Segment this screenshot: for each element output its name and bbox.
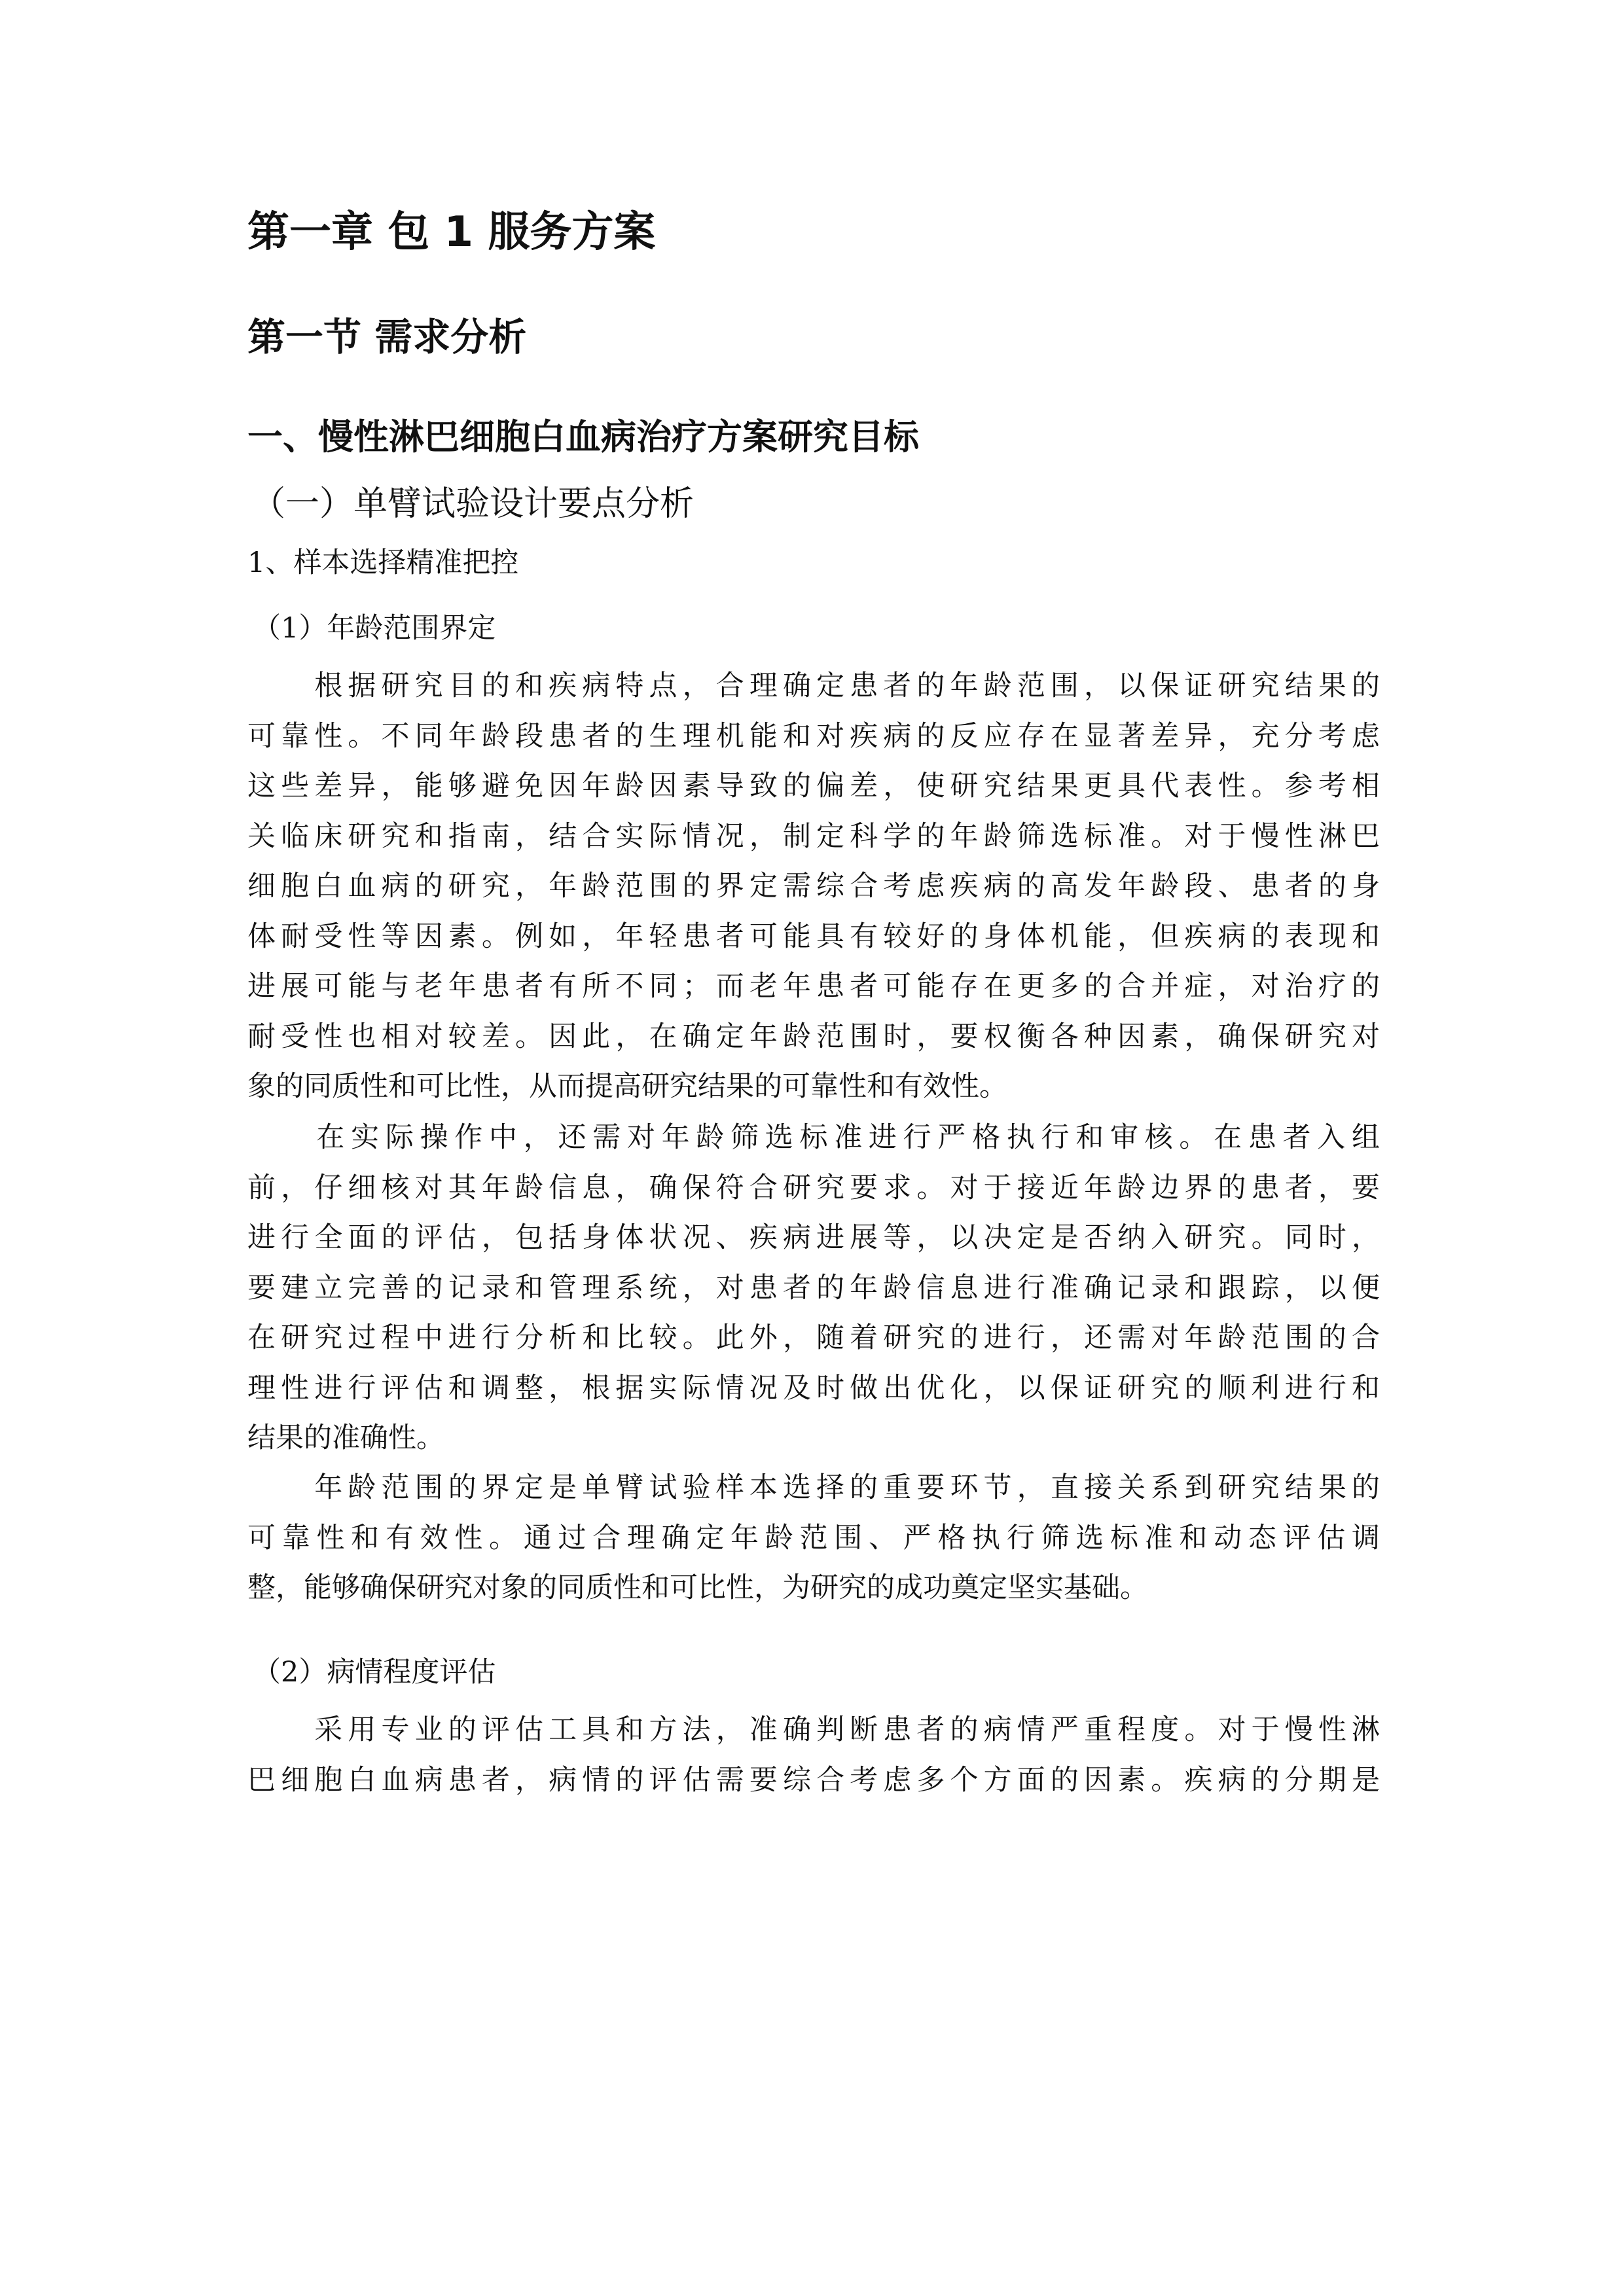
paragraph-line: 这些差异，能够避免因年龄因素导致的偏差，使研究结果更具代表性。参考相 [247, 770, 1380, 802]
paragraph-line: 进行全面的评估，包括身体状况、疾病进展等，以决定是否纳入研究。同时， [247, 1221, 1380, 1254]
paragraph-line: 关临床研究和指南，结合实际情况，制定科学的年龄筛选标准。对于慢性淋巴 [247, 819, 1380, 853]
paragraph-line: 体耐受性等因素。例如，年轻患者可能具有较好的身体机能，但疾病的表现和 [247, 920, 1380, 953]
paragraph-line: 在研究过程中进行分析和比较。此外，随着研究的进行，还需对年龄范围的合 [247, 1321, 1380, 1354]
paragraph-line: 象的同质性和可比性，从而提高研究结果的可靠性和有效性。 [247, 1070, 1007, 1103]
paragraph-line: 耐受性也相对较差。因此，在确定年龄范围时，要权衡各种因素，确保研究对 [247, 1020, 1380, 1053]
paragraph-age-range-2 [247, 1113, 1380, 1463]
subsection-title: 一、慢性淋巴细胞白血病治疗方案研究目标 [247, 416, 919, 457]
paragraph-line: 要建立完善的记录和管理系统，对患者的年龄信息进行准确记录和跟踪，以便 [247, 1271, 1380, 1304]
paragraph-line: 理性进行评估和调整，根据实际情况及时做出优化，以保证研究的顺利进行和 [247, 1371, 1380, 1405]
paragraph-line: 结果的准确性。 [247, 1422, 444, 1454]
paragraph-line: 细胞白血病的研究，年龄范围的界定需综合考虑疾病的高发年龄段、患者的身 [247, 870, 1380, 903]
paragraph-disease-severity [247, 1705, 1380, 1805]
paragraph-line: 根据研究目的和疾病特点，合理确定患者的年龄范围，以保证研究结果的 [247, 670, 1380, 702]
paragraph-line: 采用专业的评估工具和方法，准确判断患者的病情严重程度。对于慢性淋 [247, 1713, 1380, 1746]
chapter-title: 第一章 包 1 服务方案 [247, 208, 656, 257]
paragraph-age-range-1 [247, 661, 1380, 1112]
paragraph-line: 可靠性。不同年龄段患者的生理机能和对疾病的反应存在显著差异，充分考虑 [247, 719, 1380, 753]
item-title: 1、样本选择精准把控 [247, 547, 519, 579]
paragraph-line: 可靠性和有效性。通过合理确定年龄范围、严格执行筛选标准和动态评估调 [247, 1521, 1380, 1554]
paragraph-line: 整，能够确保研究对象的同质性和可比性，为研究的成功奠定坚实基础。 [247, 1571, 1148, 1604]
paragraph-age-range-3 [247, 1463, 1380, 1613]
part-title: （一）单臂试验设计要点分析 [251, 484, 695, 524]
section-title: 第一节 需求分析 [247, 315, 527, 359]
paragraph-line: 在实际操作中，还需对年龄筛选标准进行严格执行和审核。在患者入组 [247, 1121, 1380, 1154]
paragraph-line: 前，仔细核对其年龄信息，确保符合研究要求。对于接近年龄边界的患者，要 [247, 1171, 1380, 1204]
paragraph-line: 进展可能与老年患者有所不同；而老年患者可能存在更多的合并症，对治疗的 [247, 970, 1380, 1003]
paragraph-line: 巴细胞白血病患者，病情的评估需要综合考虑多个方面的因素。疾病的分期是 [247, 1763, 1380, 1797]
sub-item-age-range: （1）年龄范围界定 [253, 612, 496, 645]
paragraph-line: 年龄范围的界定是单臂试验样本选择的重要环节，直接关系到研究结果的 [247, 1471, 1380, 1504]
sub-item-disease-severity: （2）病情程度评估 [253, 1656, 496, 1689]
